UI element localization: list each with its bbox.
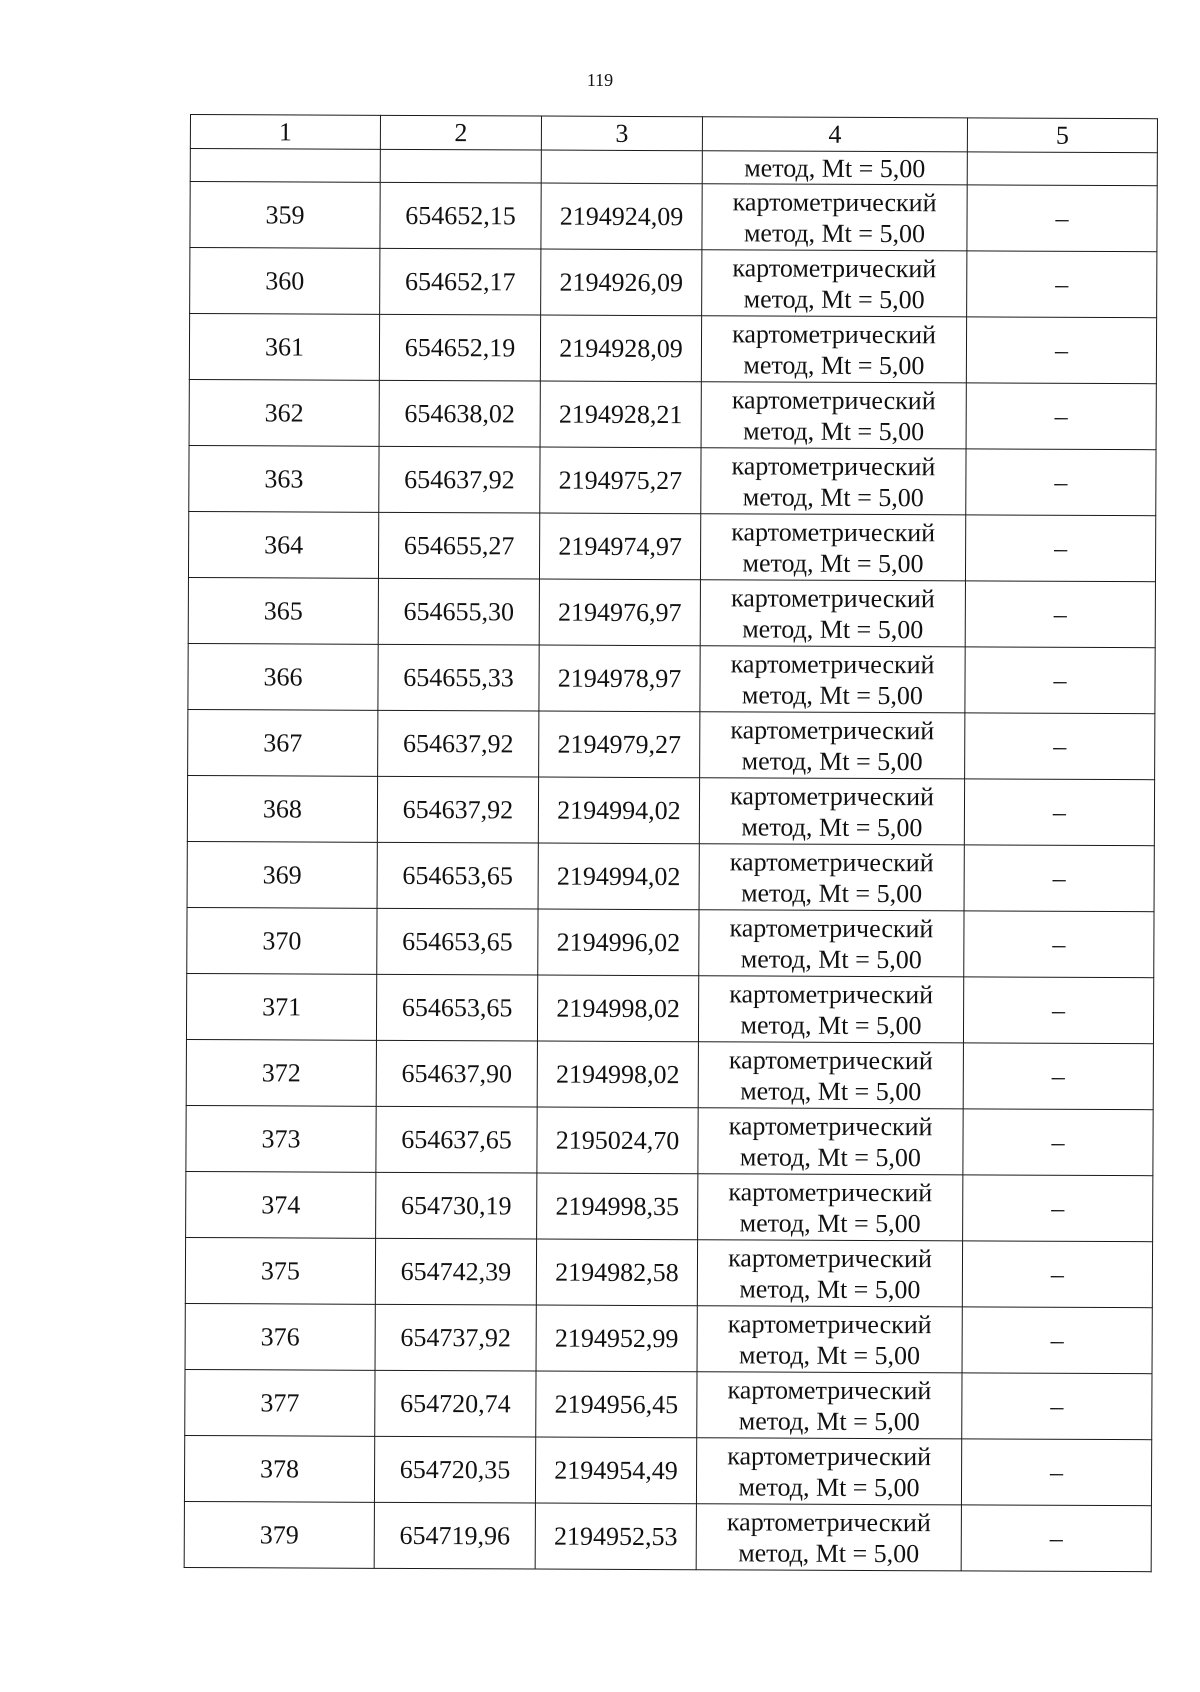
table-row [185, 1303, 1152, 1373]
y-coordinate-cell: 2194994,02 [538, 777, 699, 844]
point-number-cell: 376 [185, 1303, 375, 1370]
method-line-2: метод, Mt = 5,00 [741, 679, 924, 710]
note-cell: – [965, 515, 1155, 582]
table-row [187, 775, 1154, 845]
table-row [185, 1369, 1152, 1439]
x-coordinate-cell: 654719,96 [374, 1502, 535, 1569]
table-row [189, 445, 1156, 515]
method-line-2: метод, Mt = 5,00 [743, 349, 925, 380]
note-cell: – [962, 1241, 1152, 1308]
continuation-cell-2 [380, 149, 541, 183]
continuation-cell-3 [541, 150, 702, 184]
y-coordinate-cell: 2194975,27 [540, 447, 701, 514]
method-line-2: метод, Mt = 5,00 [740, 1009, 922, 1040]
continuation-cell-4: метод, Mt = 5,00 [702, 151, 967, 185]
x-coordinate-cell: 654653,65 [376, 974, 537, 1041]
method-cell [700, 580, 965, 647]
point-number-cell: 374 [186, 1171, 376, 1238]
x-coordinate-cell: 654652,15 [380, 182, 541, 249]
y-coordinate-cell: 2194928,21 [540, 381, 701, 448]
note-cell: – [961, 1505, 1151, 1572]
y-coordinate-cell: 2194998,02 [537, 1041, 698, 1108]
method-line-2: метод, Mt = 5,00 [738, 1405, 920, 1436]
note-cell: – [967, 251, 1157, 318]
x-coordinate-cell: 654655,30 [378, 578, 539, 645]
x-coordinate-cell: 654730,19 [376, 1172, 537, 1239]
x-coordinate-cell: 654720,74 [375, 1370, 536, 1437]
note-cell: – [965, 713, 1155, 780]
y-coordinate-cell: 2194976,97 [539, 579, 700, 646]
method-line-2: метод, Mt = 5,00 [739, 1141, 922, 1172]
table-row [188, 709, 1155, 779]
method-line-2: метод, Mt = 5,00 [740, 1075, 922, 1106]
method-cell [702, 250, 967, 317]
method-line-2: метод, Mt = 5,00 [743, 283, 925, 314]
table-body [184, 115, 1157, 1572]
method-line-1: картометрический [730, 780, 934, 811]
x-coordinate-cell: 654737,92 [375, 1304, 536, 1371]
method-line-1: картометрический [732, 252, 937, 283]
method-line-2: метод, Mt = 5,00 [738, 1471, 920, 1502]
note-cell: – [967, 185, 1157, 252]
point-number-cell: 366 [188, 643, 378, 710]
point-number-cell: 367 [188, 709, 378, 776]
continuation-cell-5 [967, 152, 1157, 186]
table-row [187, 907, 1154, 977]
y-coordinate-cell: 2194994,02 [538, 843, 699, 910]
y-coordinate-cell: 2194926,09 [541, 249, 702, 316]
point-number-cell: 378 [184, 1435, 374, 1502]
method-line-1: картометрический [729, 912, 934, 943]
table-row [185, 1237, 1152, 1307]
method-line-1: картометрический [726, 1506, 931, 1537]
note-cell: – [963, 1109, 1153, 1176]
x-coordinate-cell: 654637,65 [376, 1106, 537, 1173]
method-line-1: картометрический [728, 1044, 933, 1075]
method-cell [698, 976, 963, 1043]
method-cell [699, 778, 964, 845]
method-line-2: метод, Mt = 5,00 [741, 745, 923, 776]
note-cell: – [961, 1439, 1151, 1506]
continuation-cell-1 [190, 149, 380, 183]
method-cell [700, 646, 965, 713]
method-line-1: картометрический [729, 978, 934, 1009]
x-coordinate-cell: 654653,65 [377, 842, 538, 909]
x-coordinate-cell: 654637,92 [379, 446, 540, 513]
y-coordinate-cell: 2194928,09 [540, 315, 701, 382]
table-row [187, 841, 1154, 911]
method-cell [701, 382, 966, 449]
point-number-cell: 362 [189, 379, 379, 446]
method-line-1: картометрический [727, 1374, 932, 1405]
method-line-1: картометрический [730, 582, 935, 613]
y-coordinate-cell: 2194952,99 [536, 1305, 697, 1372]
method-line-1: картометрический [730, 714, 935, 745]
column-header-5: 5 [967, 118, 1157, 153]
method-cell [696, 1438, 961, 1505]
method-line-1: картометрический [729, 846, 934, 877]
point-number-cell: 371 [186, 973, 376, 1040]
y-coordinate-cell: 2194998,02 [537, 975, 698, 1042]
column-header-4: 4 [702, 117, 967, 152]
method-line-1: картометрический [731, 384, 936, 415]
method-line-1: картометрический [732, 186, 937, 217]
method-line-2: метод, Mt = 5,00 [741, 877, 923, 908]
note-cell: – [963, 1175, 1153, 1242]
method-cell [697, 1372, 962, 1439]
method-cell [698, 1042, 963, 1109]
method-line-2: метод, Mt = 5,00 [742, 481, 924, 512]
method-cell [701, 316, 966, 383]
note-cell: – [963, 1043, 1153, 1110]
x-coordinate-cell: 654742,39 [375, 1238, 536, 1305]
method-line-1: картометрический [731, 516, 936, 547]
method-line-1: картометрический [728, 1242, 932, 1273]
method-line-1: картометрический [730, 648, 935, 679]
method-cell [700, 514, 965, 581]
method-line-2: метод, Mt = 5,00 [742, 613, 924, 644]
note-cell: – [963, 977, 1153, 1044]
page-number: 119 [586, 70, 614, 90]
y-coordinate-cell: 2194954,49 [535, 1437, 696, 1504]
point-number-cell: 363 [189, 445, 379, 512]
method-line-1: картометрический [727, 1308, 932, 1339]
y-coordinate-cell: 2194998,35 [537, 1173, 698, 1240]
note-cell: – [966, 449, 1156, 516]
y-coordinate-cell: 2194974,97 [539, 513, 700, 580]
method-line-2: метод, Mt = 5,00 [739, 1207, 921, 1238]
y-coordinate-cell: 2194952,53 [535, 1503, 696, 1570]
x-coordinate-cell: 654653,65 [377, 908, 538, 975]
method-line-1: картометрический [728, 1176, 933, 1207]
table-row [186, 1171, 1153, 1241]
point-number-cell: 368 [187, 775, 377, 842]
y-coordinate-cell: 2194924,09 [541, 183, 702, 250]
y-coordinate-cell: 2194978,97 [539, 645, 700, 712]
method-cell [699, 844, 964, 911]
method-cell [697, 1240, 962, 1307]
y-coordinate-cell: 2194956,45 [536, 1371, 697, 1438]
table-row [188, 511, 1155, 581]
column-header-3: 3 [541, 116, 702, 151]
x-coordinate-cell: 654637,90 [376, 1040, 537, 1107]
x-coordinate-cell: 654655,33 [378, 644, 539, 711]
y-coordinate-cell: 2194996,02 [538, 909, 699, 976]
method-cell [697, 1306, 962, 1373]
point-number-cell: 379 [184, 1501, 374, 1568]
method-cell [699, 910, 964, 977]
point-number-cell: 364 [188, 511, 378, 578]
method-line-2: метод, Mt = 5,00 [741, 811, 923, 842]
method-line-1: картометрический [727, 1440, 932, 1471]
method-line-2: метод, Mt = 5,00 [743, 415, 925, 446]
x-coordinate-cell: 654720,35 [374, 1436, 535, 1503]
table-row [188, 643, 1155, 713]
method-cell [696, 1504, 961, 1571]
header-row [190, 115, 1157, 153]
note-cell: – [962, 1307, 1152, 1374]
note-cell: – [965, 581, 1155, 648]
x-coordinate-cell: 654652,19 [379, 314, 540, 381]
point-number-cell: 370 [187, 907, 377, 974]
note-cell: – [964, 845, 1154, 912]
x-coordinate-cell: 654637,92 [378, 710, 539, 777]
method-line-1: картометрический [732, 318, 937, 349]
x-coordinate-cell: 654638,02 [379, 380, 540, 447]
method-line-1: картометрический [731, 450, 936, 481]
point-number-cell: 359 [190, 182, 380, 249]
method-line-2: метод, Mt = 5,00 [740, 943, 922, 974]
method-line-2: метод, Mt = 5,00 [739, 1273, 921, 1304]
table-row [190, 182, 1157, 252]
method-cell [698, 1174, 963, 1241]
method-cell [702, 184, 967, 251]
method-line-1: картометрический [728, 1110, 933, 1141]
note-cell: – [966, 317, 1156, 384]
point-number-cell: 369 [187, 841, 377, 908]
table-row [189, 314, 1156, 384]
method-line-2: метод, Mt = 5,00 [738, 1537, 920, 1568]
note-cell: – [966, 383, 1156, 450]
point-number-cell: 372 [186, 1039, 376, 1106]
y-coordinate-cell: 2195024,70 [537, 1107, 698, 1174]
y-coordinate-cell: 2194979,27 [539, 711, 700, 778]
coordinates-table [184, 114, 1158, 1572]
x-coordinate-cell: 654655,27 [378, 512, 539, 579]
method-cell [698, 1108, 963, 1175]
note-cell: – [964, 779, 1154, 846]
point-number-cell: 365 [188, 577, 378, 644]
column-header-1: 1 [190, 115, 380, 150]
table-row [186, 1039, 1153, 1109]
table-row [186, 973, 1153, 1043]
point-number-cell: 361 [189, 314, 379, 381]
note-cell: – [962, 1373, 1152, 1440]
point-number-cell: 377 [185, 1369, 375, 1436]
x-coordinate-cell: 654637,92 [377, 776, 538, 843]
note-cell: – [965, 647, 1155, 714]
point-number-cell: 360 [190, 248, 380, 315]
method-line-2: метод, Mt = 5,00 [739, 1339, 921, 1370]
point-number-cell: 375 [185, 1237, 375, 1304]
y-coordinate-cell: 2194982,58 [536, 1239, 697, 1306]
table-row [190, 248, 1157, 318]
table-row [189, 379, 1156, 449]
continuation-row [190, 149, 1157, 186]
point-number-cell: 373 [186, 1105, 376, 1172]
column-header-2: 2 [380, 115, 541, 150]
method-cell [701, 448, 966, 515]
table-row [188, 577, 1155, 647]
table-row [184, 1501, 1151, 1571]
x-coordinate-cell: 654652,17 [380, 248, 541, 315]
table-row [184, 1435, 1151, 1505]
method-line-2: метод, Mt = 5,00 [743, 217, 926, 248]
note-cell: – [964, 911, 1154, 978]
method-cell [700, 712, 965, 779]
table-row [186, 1105, 1153, 1175]
method-line-2: метод, Mt = 5,00 [742, 547, 924, 578]
